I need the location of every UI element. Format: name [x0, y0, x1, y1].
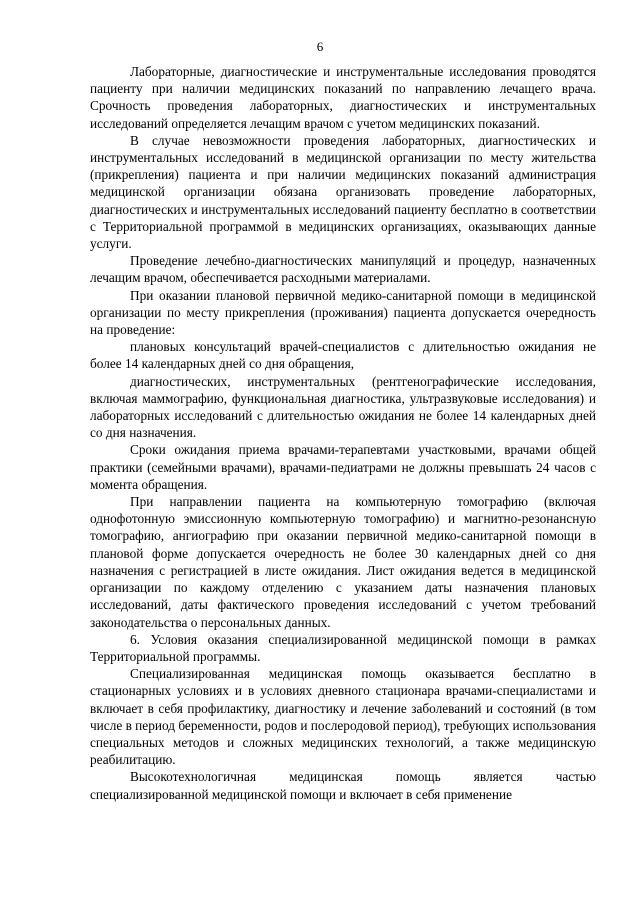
- paragraph-diagnostic-research: диагностических, инструментальных (рентгенографические исследования, включая маммографию, функциональная диагностика, ультразвуковые исследования) и лабораторных исследований с длительностью ожидания не более 14 календарных дней со дня назначения.: [90, 373, 596, 441]
- paragraph-waiting-times: Сроки ожидания приема врачами-терапевтами участковыми, врачами общей практики (семейными врачами), врачами-педиатрами не должны превышать 24 часов с момента обращения.: [90, 442, 596, 492]
- paragraph-planned-care-queue: При оказании плановой первичной медико-санитарной помощи в медицинской организации по месту прикрепления (проживания) пациента допускается очередность на проведение:: [90, 287, 596, 338]
- body-text: [90, 63, 596, 803]
- paragraph-consumables: Проведение лечебно-диагностических манипуляций и процедур, назначенных лечащим врачом, обеспечивается расходными материалами.: [90, 253, 596, 286]
- paragraph-high-tech-care: Высокотехнологичная медицинская помощь является частью специализированной медицинской помощи и включает в себя применение: [90, 769, 596, 802]
- paragraph-lab-research: Лабораторные, диагностические и инструментальные исследования проводятся пациенту при наличии медицинских показаний по направлению лечащего врача. Срочность проведения лабораторных, диагностических и инструментальных исследований определяется лечащим врачом с учетом медицинских показаний.: [90, 64, 596, 131]
- page-number: 6: [316, 39, 324, 54]
- paragraph-specialist-consultations: плановых консультаций врачей-специалистов с длительностью ожидания не более 14 календарных дней со дня обращения,: [90, 339, 596, 372]
- paragraph-specialized-care: Специализированная медицинская помощь оказывается бесплатно в стационарных условиях и в условиях дневного стационара врачами-специалистами и включает в себя профилактику, диагностику и лечение заболеваний и состояний (в том числе в период беременности, родов и послеродовой период), требующих использования специальных методов и сложных медицинских технологий, а также медицинскую реабилитацию.: [90, 666, 596, 768]
- paragraph-tomography: При направлении пациента на компьютерную томографию (включая однофотонную эмиссионную компьютерную томографию) и магнитно-резонансную томографию, ангиографию при оказании первичной медико-санитарной помощи в плановой форме допускается очередность не более 30 календарных дней со дня назначения с регистрацией в листе ожидания. Лист ожидания ведется в медицинской организации по каждому отделению с указанием даты назначения плановых исследований, даты фактического проведения исследований с учетом требований законодательства о персональных данных.: [90, 494, 596, 630]
- section-heading-specialized-care: 6. Условия оказания специализированной медицинской помощи в рамках Территориальной программы.: [90, 631, 596, 664]
- paragraph-research-unavailable: В случае невозможности проведения лабораторных, диагностических и инструментальных исследований в медицинской организации по месту жительства (прикрепления) пациента и при наличии медицинских показаний администрация медицинской организации обязана организовать проведение лабораторных, диагностических и инструментальных исследований пациенту бесплатно в соответствии с Территориальной программой в медицинских организациях, оказывающих данные услуги.: [90, 132, 596, 252]
